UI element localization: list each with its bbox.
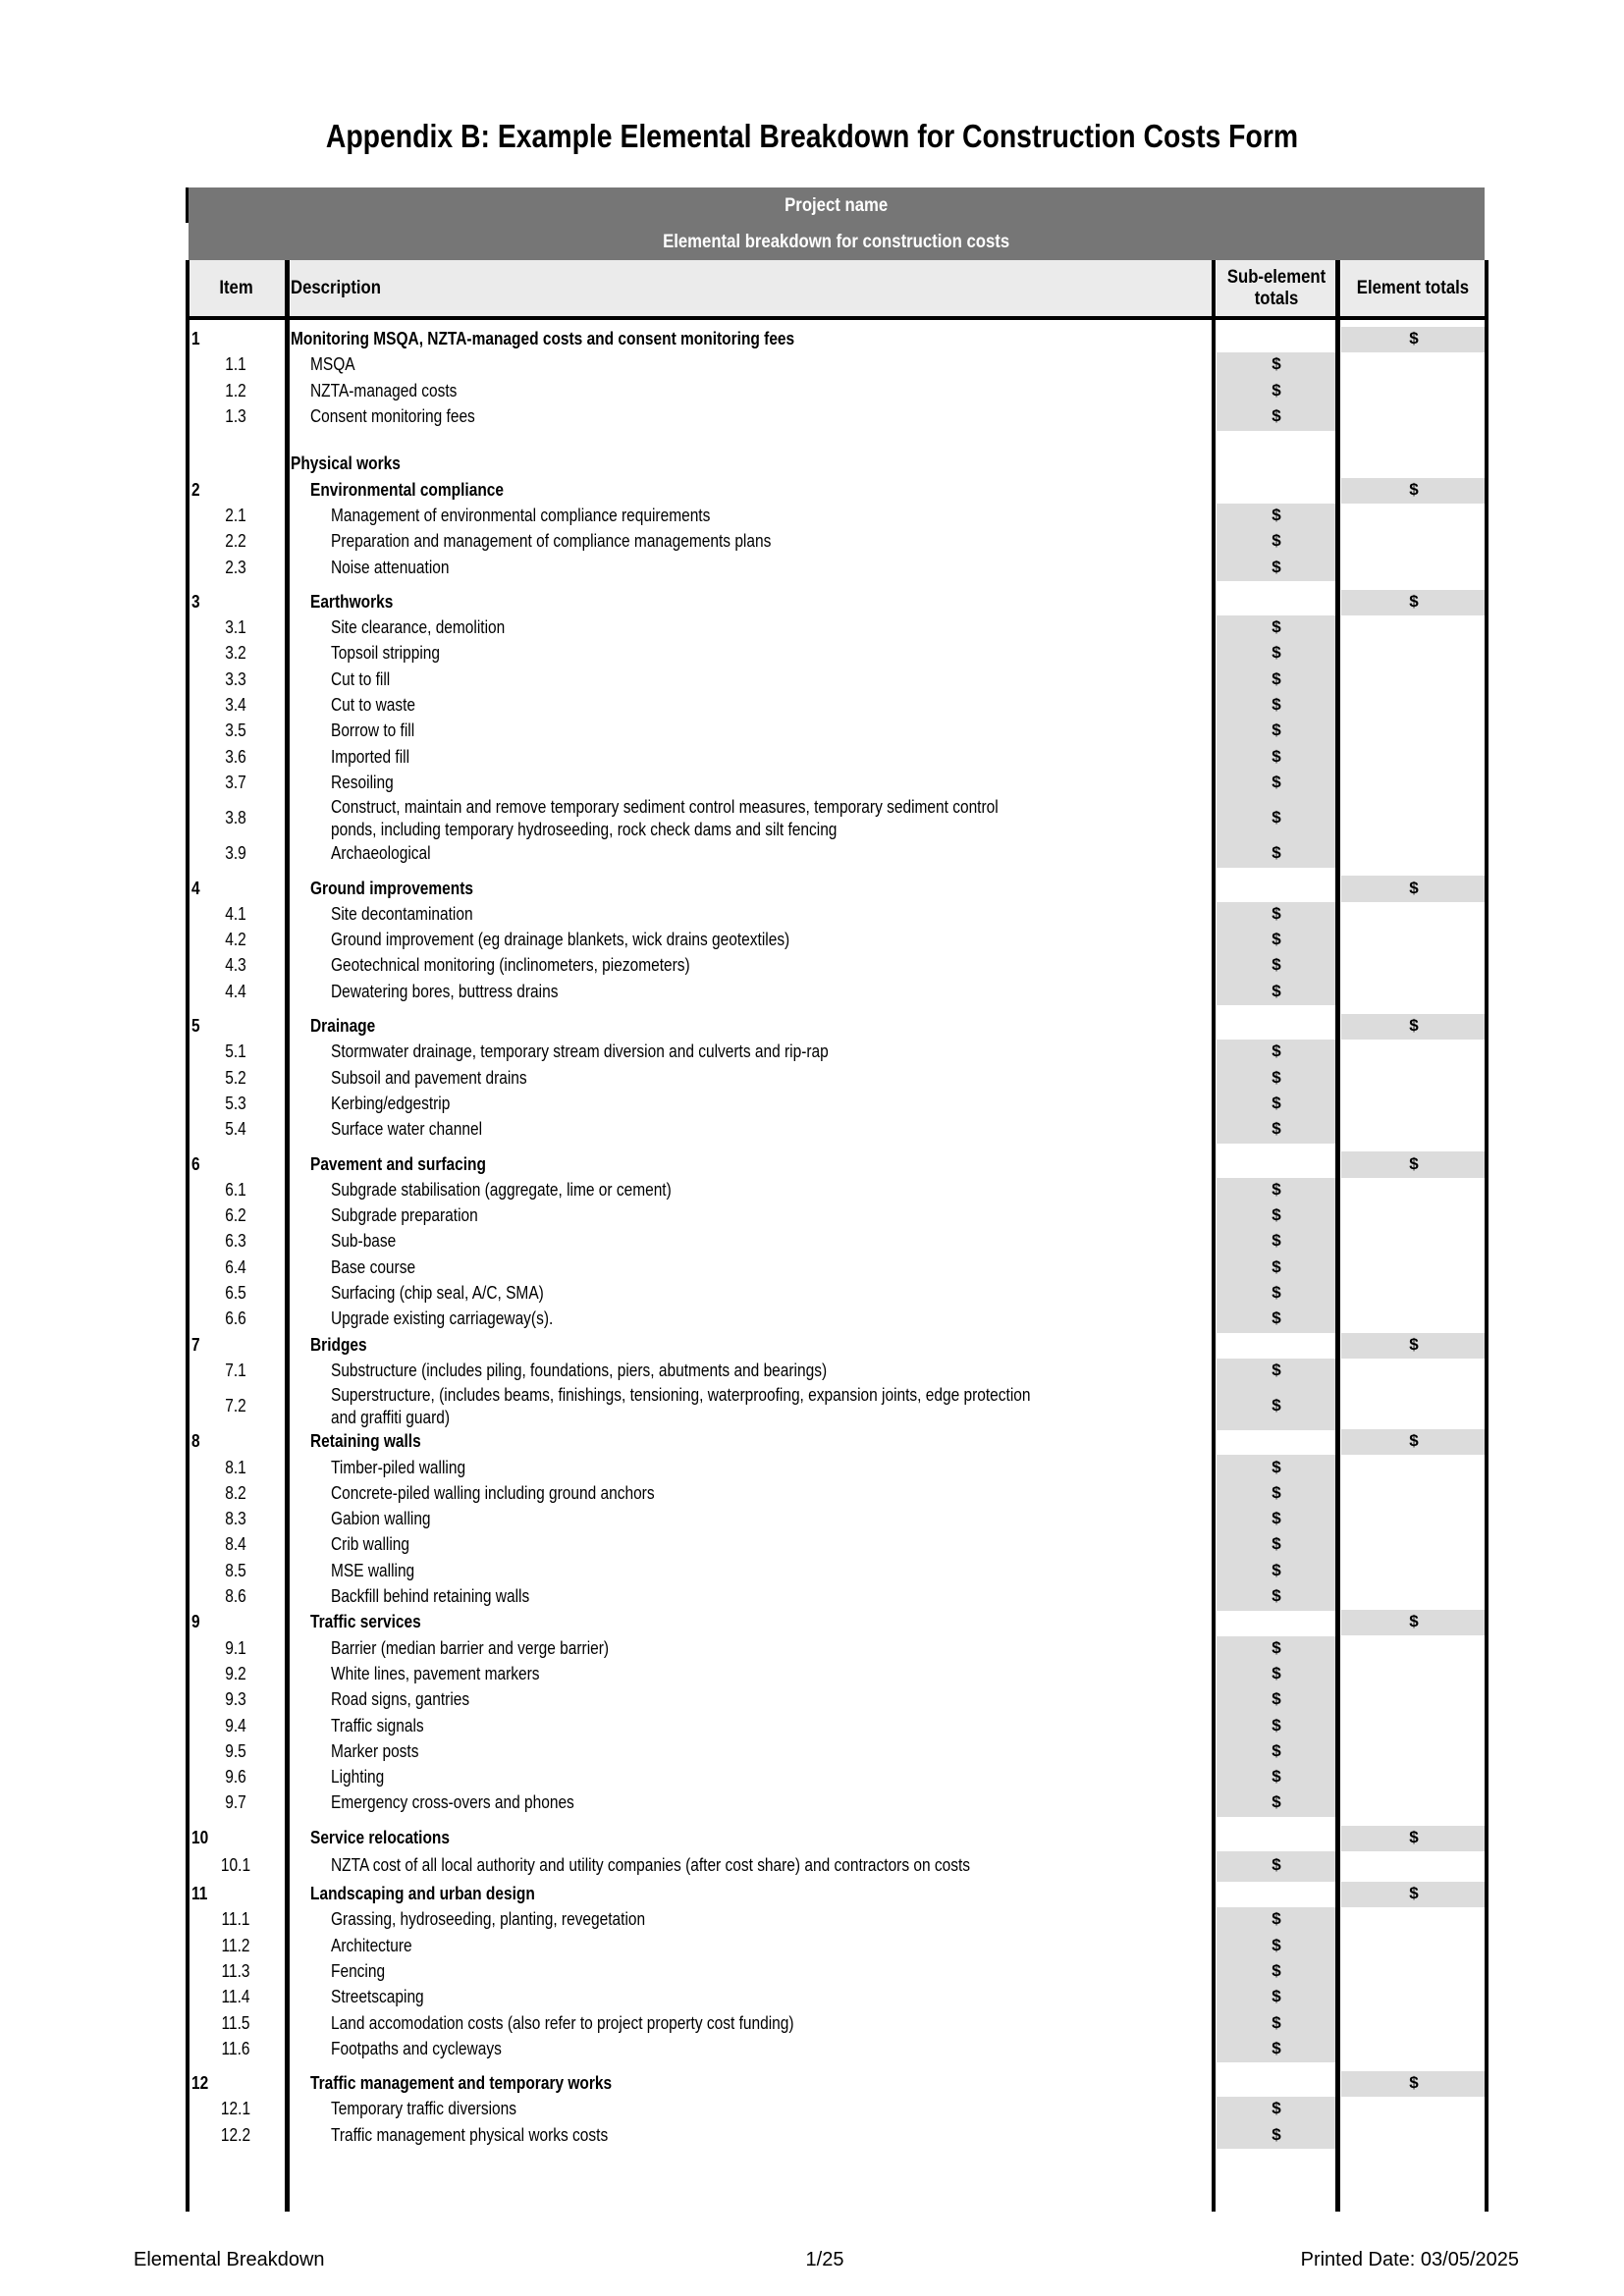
item-description: Upgrade existing carriageway(s). — [331, 1308, 554, 1329]
item-number: 1.2 — [225, 380, 246, 400]
currency-symbol: $ — [1272, 1909, 1281, 1929]
item-number: 11.4 — [221, 1987, 250, 2007]
currency-symbol: $ — [1272, 2012, 1281, 2032]
item-description: Substructure (includes piling, foundations, piers, abutments and bearings) — [331, 1360, 828, 1380]
currency-symbol: $ — [1409, 1431, 1419, 1451]
column-divider — [285, 260, 290, 2212]
column-header-item — [189, 260, 285, 316]
item-description: Traffic management physical works costs — [331, 2124, 609, 2145]
item-number: 12.1 — [220, 2099, 251, 2119]
item-description: Borrow to fill — [331, 721, 415, 741]
currency-symbol: $ — [1272, 746, 1281, 766]
item-description: Streetscaping — [331, 1987, 424, 2007]
currency-symbol: $ — [1409, 1153, 1419, 1173]
item-description: Archaeological — [331, 843, 431, 864]
item-number: 6.4 — [225, 1256, 246, 1277]
item-number: 9.7 — [225, 1792, 246, 1813]
currency-symbol: $ — [1272, 955, 1281, 975]
item-number: 8.3 — [225, 1509, 246, 1529]
item-number: 1.3 — [225, 406, 246, 427]
item-description: Traffic signals — [331, 1715, 424, 1735]
currency-symbol: $ — [1272, 1482, 1281, 1502]
item-description: Stormwater drainage, temporary stream diversion and culverts and rip-rap — [331, 1041, 829, 1062]
column-header-description — [291, 260, 1212, 316]
currency-symbol: $ — [1409, 2073, 1419, 2093]
item-description: Site clearance, demolition — [331, 617, 506, 638]
item-description: Kerbing/edgestrip — [331, 1093, 451, 1113]
currency-symbol: $ — [1272, 808, 1281, 828]
currency-symbol: $ — [1272, 1509, 1281, 1528]
item-description: Subgrade preparation — [331, 1205, 478, 1226]
item-description: MSQA — [310, 354, 355, 375]
currency-symbol: $ — [1272, 1119, 1281, 1139]
currency-symbol: $ — [1272, 1308, 1281, 1328]
section-heading: Traffic management and temporary works — [310, 2073, 613, 2094]
currency-symbol: $ — [1409, 1612, 1419, 1631]
currency-symbol: $ — [1272, 668, 1281, 688]
item-number: 9.4 — [225, 1715, 246, 1735]
item-number: 2.1 — [225, 505, 246, 525]
currency-symbol: $ — [1272, 1792, 1281, 1812]
footer-page-number: 1/25 — [805, 2249, 844, 2270]
item-number: 10 — [191, 1827, 209, 1847]
item-description: Topsoil stripping — [331, 643, 441, 664]
currency-symbol: $ — [1272, 1256, 1281, 1276]
item-description: Land accomodation costs (also refer to project property cost funding) — [331, 2012, 794, 2033]
item-description: Barrier (median barrier and verge barrier) — [331, 1637, 610, 1658]
currency-symbol: $ — [1272, 843, 1281, 863]
currency-symbol: $ — [1272, 380, 1281, 400]
currency-symbol: $ — [1409, 878, 1419, 897]
item-number: 3.1 — [225, 617, 246, 638]
project-name-header — [189, 187, 1485, 224]
item-description: Temporary traffic diversions — [331, 2099, 516, 2119]
item-number: 1.1 — [225, 354, 246, 375]
currency-symbol: $ — [1272, 2099, 1281, 2118]
currency-symbol: $ — [1272, 557, 1281, 576]
item-description: Footpaths and cycleways — [331, 2038, 502, 2058]
item-number: 11 — [191, 1884, 208, 1904]
item-number: 11.1 — [221, 1909, 250, 1930]
section-heading: Monitoring MSQA, NZTA-managed costs and consent monitoring fees — [291, 329, 795, 349]
item-number: 6 — [191, 1153, 200, 1174]
currency-symbol: $ — [1272, 1231, 1281, 1251]
footer-document-name: Elemental Breakdown — [134, 2249, 325, 2270]
currency-symbol: $ — [1409, 1016, 1419, 1036]
item-number: 2 — [191, 479, 200, 500]
item-number: 8.2 — [225, 1482, 246, 1503]
item-number: 11.6 — [221, 2038, 250, 2058]
item-number: 9.1 — [225, 1637, 246, 1658]
item-number: 2.2 — [225, 531, 246, 552]
currency-symbol: $ — [1272, 1935, 1281, 1954]
item-number: 6.5 — [225, 1283, 246, 1304]
item-number: 8.5 — [225, 1560, 246, 1580]
item-number: 4.2 — [225, 930, 246, 950]
item-number: 3.8 — [225, 808, 246, 828]
currency-symbol: $ — [1409, 1827, 1419, 1846]
item-number: 6.1 — [225, 1179, 246, 1200]
item-number: 5.3 — [225, 1093, 246, 1113]
item-description: Road signs, gantries — [331, 1689, 470, 1710]
item-description: Surfacing (chip seal, A/C, SMA) — [331, 1283, 544, 1304]
currency-symbol: $ — [1272, 1534, 1281, 1554]
currency-symbol: $ — [1272, 1637, 1281, 1657]
currency-symbol: $ — [1272, 1041, 1281, 1061]
item-number: 7.1 — [225, 1360, 246, 1380]
item-description: Superstructure, (includes beams, finishings, tensioning, waterproofing, expansion joints, edge protection — [331, 1385, 1031, 1406]
item-description: Emergency cross-overs and phones — [331, 1792, 574, 1813]
item-description: Marker posts — [331, 1740, 419, 1761]
currency-symbol: $ — [1272, 1067, 1281, 1087]
currency-symbol: $ — [1272, 695, 1281, 715]
currency-symbol: $ — [1272, 1715, 1281, 1735]
column-header-element-label: Element totals — [1356, 277, 1470, 298]
item-description: NZTA cost of all local authority and utility companies (after cost share) and contractors on costs — [331, 1855, 971, 1876]
column-header-item-label: Item — [219, 277, 254, 298]
currency-symbol: $ — [1272, 1560, 1281, 1579]
currency-symbol: $ — [1272, 643, 1281, 663]
elemental-breakdown-header — [189, 224, 1485, 260]
item-number: 6.6 — [225, 1308, 246, 1329]
item-number: 9.2 — [225, 1663, 246, 1683]
item-number: 8 — [191, 1431, 200, 1452]
item-number: 8.6 — [225, 1586, 246, 1607]
item-number: 3.4 — [225, 695, 246, 716]
item-number: 6.2 — [225, 1205, 246, 1226]
currency-symbol: $ — [1272, 354, 1281, 374]
item-description: Backfill behind retaining walls — [331, 1586, 530, 1607]
item-number: 8.1 — [225, 1457, 246, 1477]
column-header-sub-element — [1217, 260, 1335, 316]
item-description: Lighting — [331, 1767, 385, 1788]
item-description: Subsoil and pavement drains — [331, 1067, 527, 1088]
currency-symbol: $ — [1272, 1586, 1281, 1606]
section-heading: Traffic services — [310, 1612, 421, 1632]
currency-symbol: $ — [1272, 930, 1281, 949]
currency-symbol: $ — [1272, 505, 1281, 524]
footer-printed-date: Printed Date: 03/05/2025 — [1300, 2249, 1519, 2270]
item-description: Cut to fill — [331, 668, 391, 689]
currency-symbol: $ — [1272, 617, 1281, 637]
currency-symbol: $ — [1409, 1884, 1419, 1903]
item-number: 3 — [191, 591, 200, 612]
currency-symbol: $ — [1272, 1689, 1281, 1709]
item-number: 4.1 — [225, 903, 246, 924]
item-number: 11.2 — [221, 1935, 250, 1955]
item-number: 9.3 — [225, 1689, 246, 1710]
item-description: Grassing, hydroseeding, planting, revegetation — [331, 1909, 646, 1930]
column-divider — [1335, 260, 1340, 2212]
currency-symbol: $ — [1409, 591, 1419, 611]
item-description: Construct, maintain and remove temporary sediment control measures, temporary sediment control — [331, 797, 999, 818]
item-description: Timber-piled walling — [331, 1457, 466, 1477]
item-description: Sub-base — [331, 1231, 397, 1252]
column-divider — [186, 260, 189, 2212]
currency-symbol: $ — [1272, 772, 1281, 791]
item-description: Gabion walling — [331, 1509, 431, 1529]
item-number: 2.3 — [225, 557, 246, 577]
column-header-description-label: Description — [291, 277, 381, 298]
item-number: 11.5 — [221, 2012, 250, 2033]
item-number: 4.3 — [225, 955, 246, 976]
currency-symbol: $ — [1272, 531, 1281, 551]
item-number: 9.6 — [225, 1767, 246, 1788]
section-heading: Physical works — [291, 454, 401, 474]
item-description: Surface water channel — [331, 1119, 483, 1140]
currency-symbol: $ — [1272, 1179, 1281, 1199]
item-number: 9.5 — [225, 1740, 246, 1761]
item-description: Concrete-piled walling including ground anchors — [331, 1482, 655, 1503]
section-heading: Ground improvements — [310, 878, 474, 898]
currency-symbol: $ — [1272, 2124, 1281, 2144]
currency-symbol: $ — [1272, 2038, 1281, 2057]
currency-symbol: $ — [1272, 1663, 1281, 1682]
currency-symbol: $ — [1272, 1396, 1281, 1415]
item-description-continued: ponds, including temporary hydroseeding, rock check dams and silt fencing — [331, 820, 838, 840]
item-description: Subgrade stabilisation (aggregate, lime or cement) — [331, 1179, 672, 1200]
currency-symbol: $ — [1272, 1205, 1281, 1225]
section-heading: Environmental compliance — [310, 479, 504, 500]
item-number: 12.2 — [220, 2124, 251, 2145]
item-description: Consent monitoring fees — [310, 406, 475, 427]
item-number: 8.4 — [225, 1534, 246, 1555]
currency-symbol: $ — [1272, 1960, 1281, 1980]
item-description: Noise attenuation — [331, 557, 450, 577]
item-number: 3.7 — [225, 772, 246, 792]
item-number: 9 — [191, 1612, 200, 1632]
currency-symbol: $ — [1272, 406, 1281, 426]
section-heading: Landscaping and urban design — [310, 1884, 535, 1904]
item-description: Architecture — [331, 1935, 412, 1955]
column-header-element — [1341, 260, 1485, 316]
currency-symbol: $ — [1272, 721, 1281, 740]
section-heading: Drainage — [310, 1016, 376, 1037]
item-description: Site decontamination — [331, 903, 473, 924]
currency-symbol: $ — [1272, 1767, 1281, 1787]
item-number: 3.2 — [225, 643, 246, 664]
item-number: 6.3 — [225, 1231, 246, 1252]
item-description: Crib walling — [331, 1534, 410, 1555]
column-header-sub-element-label: Sub-element totals — [1226, 266, 1326, 309]
item-number: 3.3 — [225, 668, 246, 689]
item-number: 7.2 — [225, 1396, 246, 1416]
section-heading: Pavement and surfacing — [310, 1153, 486, 1174]
item-description: Management of environmental compliance requirements — [331, 505, 711, 525]
item-description-continued: and graffiti guard) — [331, 1408, 451, 1428]
item-description: Resoiling — [331, 772, 394, 792]
currency-symbol: $ — [1272, 981, 1281, 1000]
item-number: 1 — [191, 329, 200, 349]
item-number: 10.1 — [220, 1855, 251, 1876]
item-number: 12 — [191, 2073, 209, 2094]
item-number: 3.5 — [225, 721, 246, 741]
item-description: Cut to waste — [331, 695, 416, 716]
item-description: Ground improvement (eg drainage blankets, wick drains geotextiles) — [331, 930, 790, 950]
item-number: 4.4 — [225, 981, 246, 1001]
currency-symbol: $ — [1272, 1093, 1281, 1112]
column-divider — [1485, 260, 1489, 2212]
item-number: 3.9 — [225, 843, 246, 864]
item-number: 7 — [191, 1334, 200, 1355]
currency-symbol: $ — [1272, 903, 1281, 923]
currency-symbol: $ — [1272, 1987, 1281, 2006]
currency-symbol: $ — [1272, 1855, 1281, 1875]
project-name-label: Project name — [785, 195, 889, 216]
item-description: Preparation and management of compliance managements plans — [331, 531, 772, 552]
currency-symbol: $ — [1272, 1283, 1281, 1303]
currency-symbol: $ — [1409, 329, 1419, 348]
section-heading: Service relocations — [310, 1827, 450, 1847]
header-bottom-rule — [186, 316, 1489, 320]
item-number: 3.6 — [225, 746, 246, 767]
currency-symbol: $ — [1272, 1360, 1281, 1379]
item-number: 5.1 — [225, 1041, 246, 1062]
item-description: NZTA-managed costs — [310, 380, 458, 400]
column-divider — [1212, 260, 1216, 2212]
item-description: Geotechnical monitoring (inclinometers, piezometers) — [331, 955, 690, 976]
currency-symbol: $ — [1272, 1740, 1281, 1760]
item-description: Dewatering bores, buttress drains — [331, 981, 559, 1001]
item-description: Base course — [331, 1256, 416, 1277]
item-number: 4 — [191, 878, 200, 898]
currency-symbol: $ — [1272, 1457, 1281, 1476]
item-number: 5 — [191, 1016, 200, 1037]
item-number: 11.3 — [221, 1960, 250, 1981]
section-heading: Retaining walls — [310, 1431, 421, 1452]
currency-symbol: $ — [1409, 479, 1419, 499]
elemental-breakdown-label: Elemental breakdown for construction costs — [663, 232, 1010, 252]
item-description: White lines, pavement markers — [331, 1663, 540, 1683]
item-description: MSE walling — [331, 1560, 415, 1580]
currency-symbol: $ — [1409, 1334, 1419, 1354]
item-number: 5.2 — [225, 1067, 246, 1088]
item-description: Imported fill — [331, 746, 410, 767]
item-number: 5.4 — [225, 1119, 246, 1140]
section-heading: Bridges — [310, 1334, 367, 1355]
section-heading: Earthworks — [310, 591, 394, 612]
page-title: Appendix B: Example Elemental Breakdown for Construction Costs Form — [325, 118, 1299, 154]
item-description: Fencing — [331, 1960, 386, 1981]
